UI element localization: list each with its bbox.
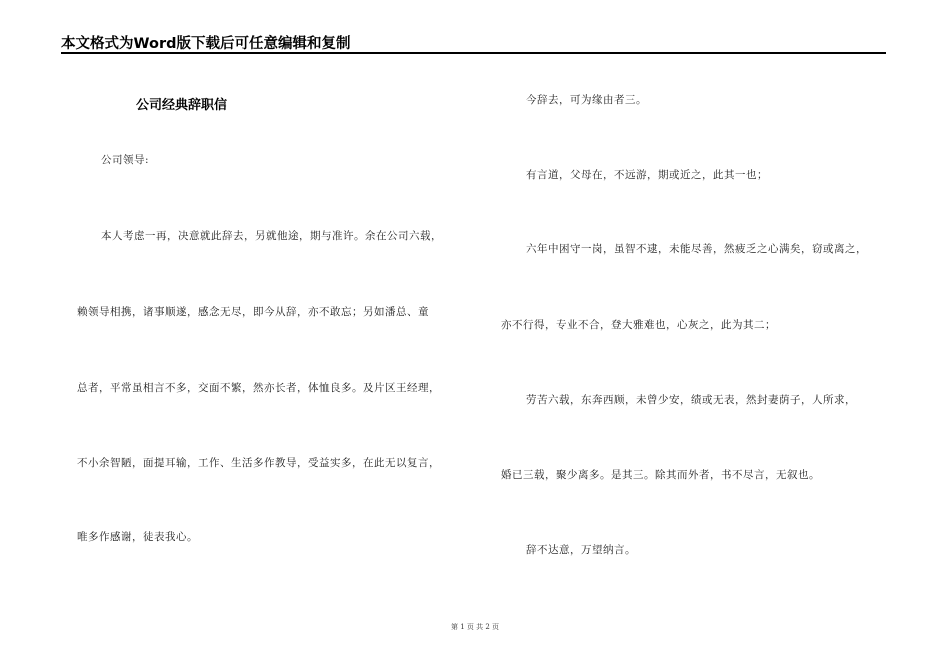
header-divider [61, 52, 886, 54]
paragraph-line: 劳苦六载，东奔西顾，未曾少安，绩或无表，然封妻荫子，人所求， [526, 394, 856, 406]
salutation: 公司领导: [101, 154, 150, 166]
page-header: 本文格式为Word版下载后可任意编辑和复制 [61, 36, 351, 52]
paragraph-line: 今辞去，可为缘由者三。 [526, 94, 647, 106]
page-number: 第 1 页 共 2 页 [450, 623, 500, 631]
paragraph-line: 六年中困守一岗，虽智不逮，未能尽善，然疲乏之心满矣，窃或离之， [526, 243, 867, 255]
paragraph-line: 本人考虑一再，决意就此辞去，另就他途，期与准许。余在公司六载， [101, 230, 442, 242]
paragraph-line: 赖领导相携，诸事顺遂，感念无尽，即今从辞，亦不敢忘；另如潘总、童 [77, 306, 429, 318]
paragraph-line: 亦不行得，专业不合，登大雅难也，心灰之，此为其二； [501, 319, 776, 331]
paragraph-line: 总者，平常虽相言不多，交面不繁，然亦长者，体恤良多。及片区王经理， [77, 382, 440, 394]
paragraph-line: 婚已三载，聚少离多。是其三。除其而外者，书不尽言，无叙也。 [501, 469, 820, 481]
paragraph-line: 不小余智陋，面提耳输，工作、生活多作教导，受益实多，在此无以复言， [77, 457, 440, 469]
document-title: 公司经典辞职信 [136, 98, 228, 113]
paragraph-line: 唯多作感谢，徒表我心。 [77, 531, 198, 543]
closing-line: 辞不达意，万望纳言。 [526, 544, 636, 556]
paragraph-line: 有言道，父母在，不远游，期或近之，此其一也； [526, 169, 768, 181]
